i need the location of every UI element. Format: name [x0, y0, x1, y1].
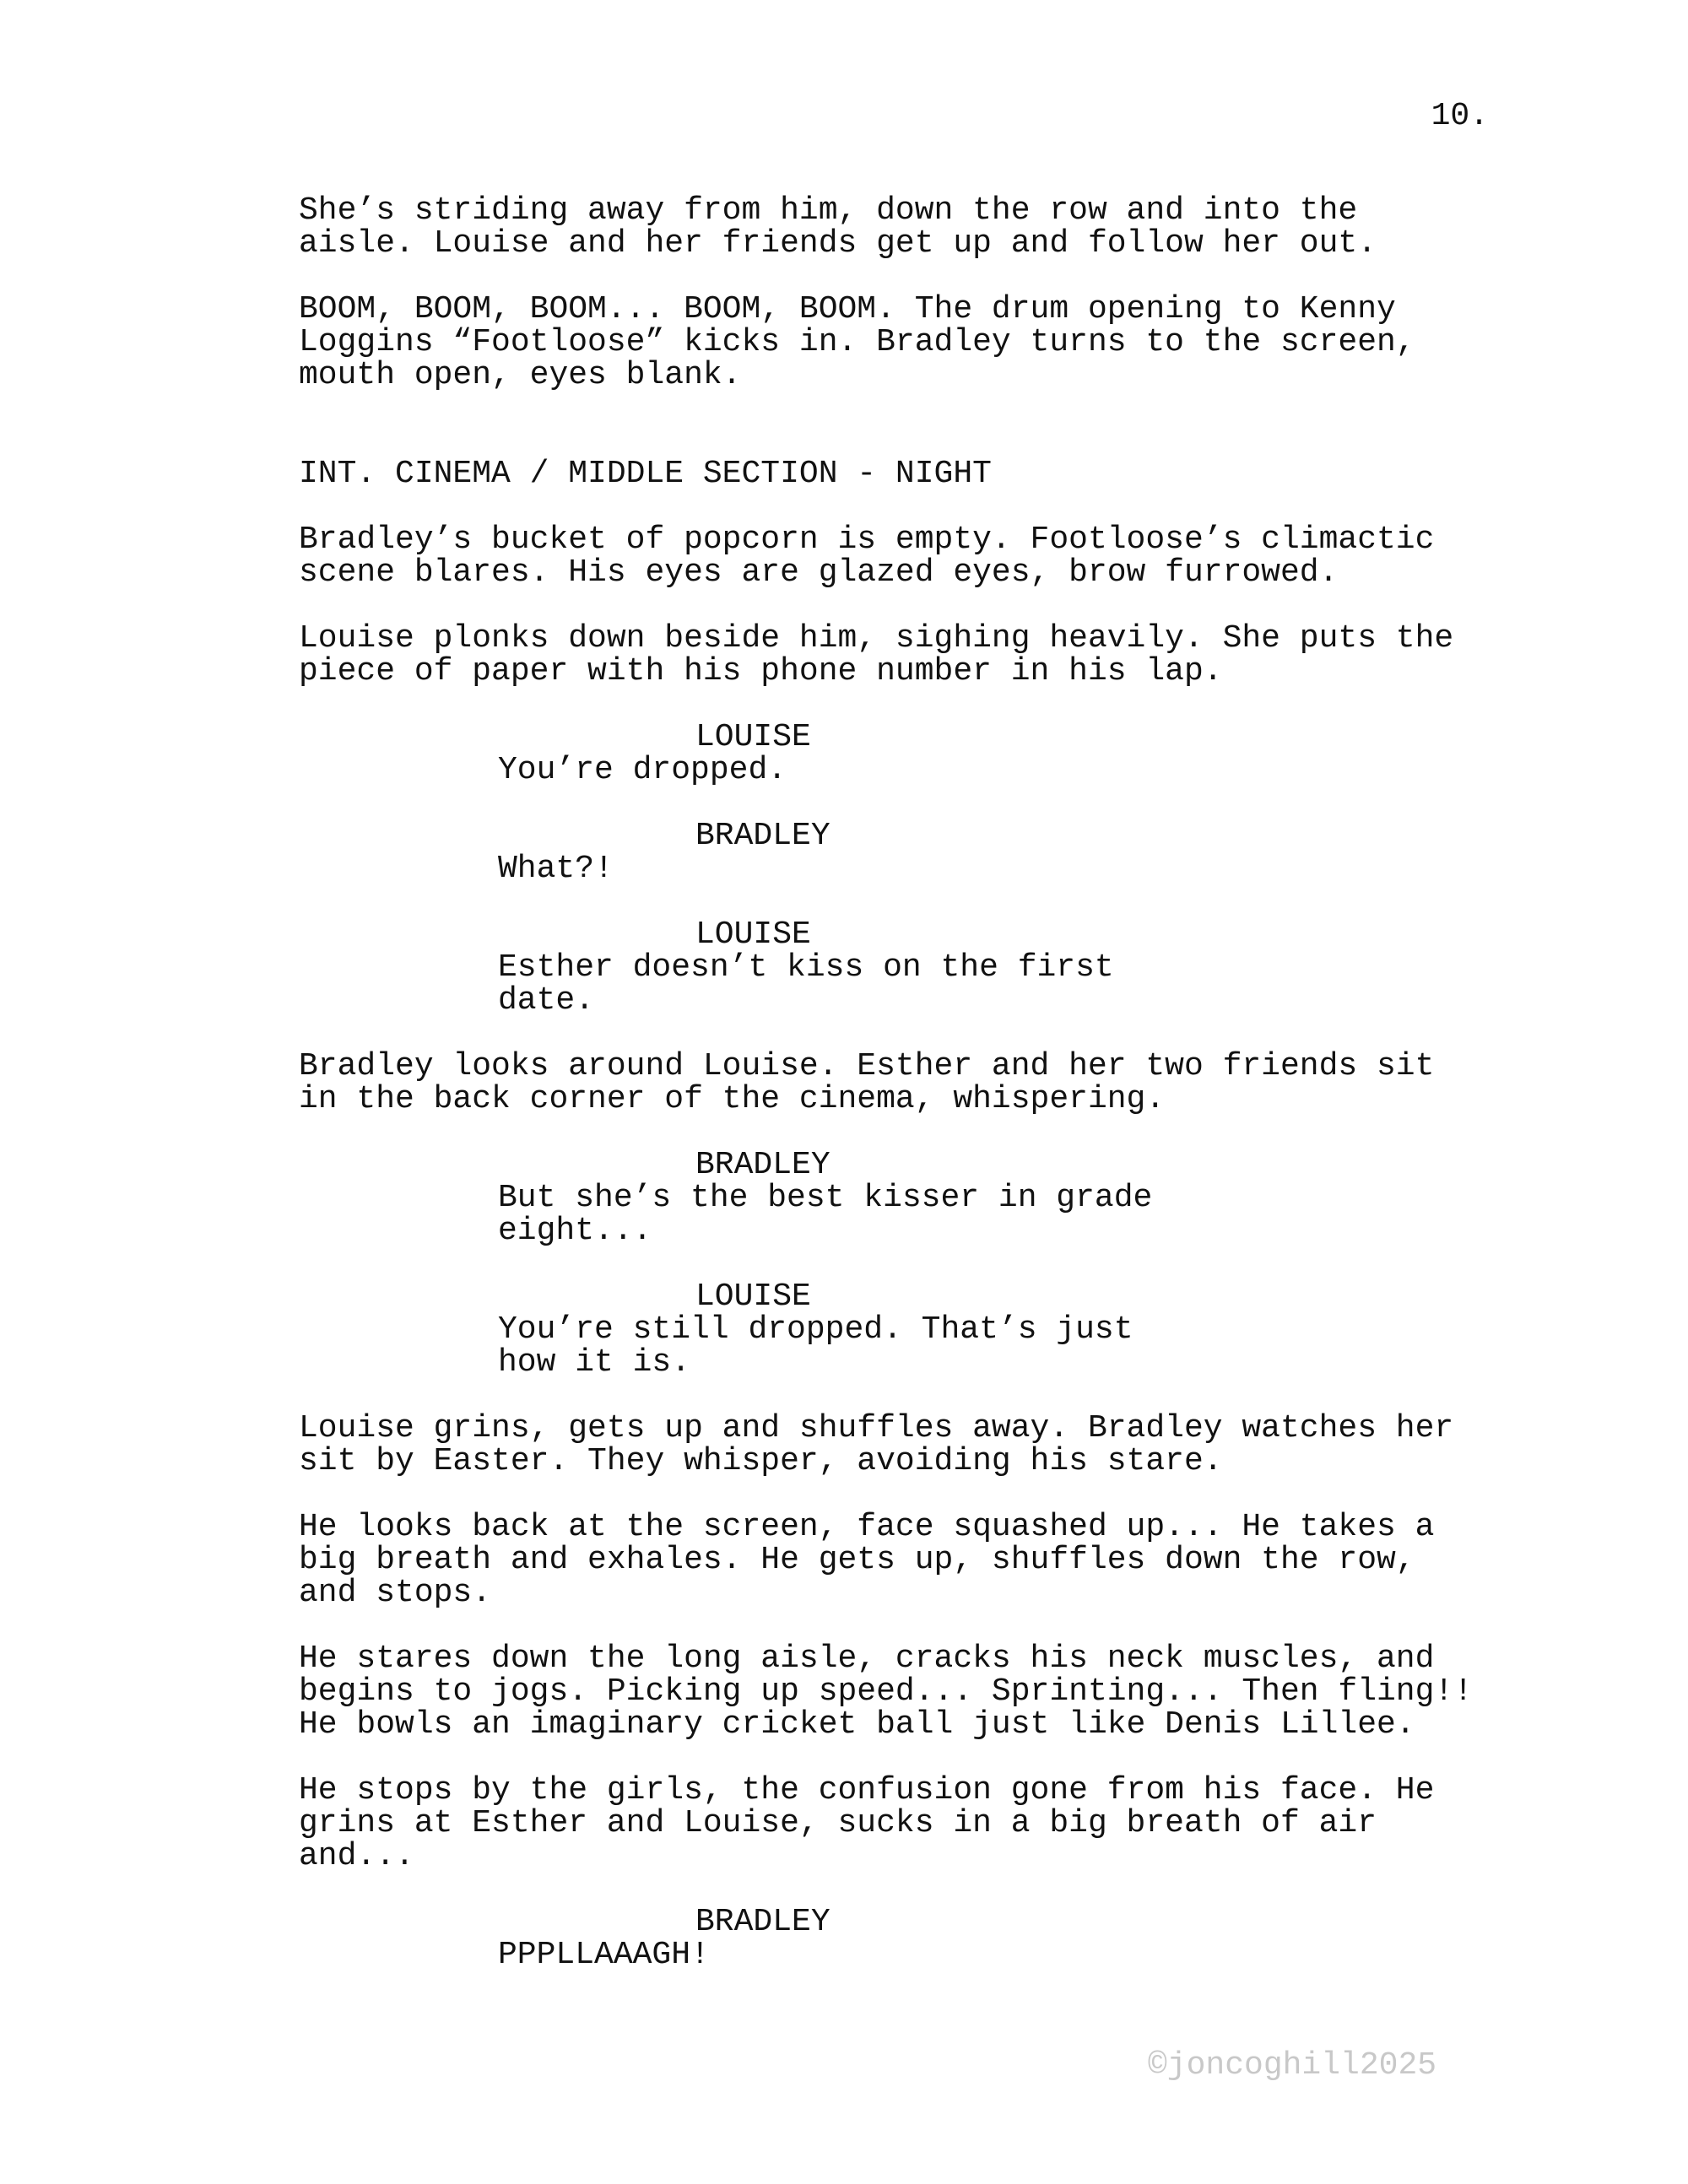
dialogue-block: [299, 918, 1497, 1017]
character-name: LOUISE: [695, 719, 811, 755]
scene-heading: INT. CINEMA / MIDDLE SECTION - NIGHT: [299, 456, 992, 492]
dialogue-line: You’re dropped.: [498, 752, 787, 788]
character-name: LOUISE: [695, 916, 811, 953]
dialogue-line: What?!: [498, 851, 614, 887]
action-paragraph: He looks back at the screen, face squashed up... He takes a big breath and exhales. He gets up, shuffles down the row, and stops.: [299, 1509, 1435, 1611]
action-paragraph: He stops by the girls, the confusion gone from his face. He grins at Esther and Louise, sucks in a big breath of air and...: [299, 1772, 1435, 1874]
dialogue-line: PPPLLAAAGH!: [498, 1937, 710, 1973]
dialogue-block: [299, 1280, 1497, 1379]
action-paragraph: Louise grins, gets up and shuffles away. Bradley watches her sit by Easter. They whisper, avoiding his stare.: [299, 1410, 1454, 1479]
character-name: LOUISE: [695, 1279, 811, 1315]
character-name: BRADLEY: [695, 818, 830, 854]
dialogue-line: Esther doesn’t kiss on the first date.: [498, 949, 1114, 1019]
dialogue-block: [299, 721, 1497, 787]
dialogue-block: [299, 1906, 1497, 1971]
dialogue-block: [299, 1149, 1497, 1247]
action-paragraph: Bradley’s bucket of popcorn is empty. Footloose’s climactic scene blares. His eyes are glazed eyes, brow furrowed.: [299, 522, 1435, 591]
character-name: BRADLEY: [695, 1147, 830, 1183]
dialogue-line: You’re still dropped. That’s just how it is.: [498, 1311, 1133, 1381]
action-paragraph: BOOM, BOOM, BOOM... BOOM, BOOM. The drum opening to Kenny Loggins “Footloose” kicks in. Bradley turns to the screen, mouth open, eyes blank.: [299, 291, 1415, 393]
action-paragraph: Bradley looks around Louise. Esther and her two friends sit in the back corner of the cinema, whispering.: [299, 1048, 1435, 1117]
action-paragraph: He stares down the long aisle, cracks his neck muscles, and begins to jogs. Picking up speed... Sprinting... Then fling!! He bowls an imaginary cricket ball just like Denis Lillee.: [299, 1641, 1474, 1743]
action-paragraph: She’s striding away from him, down the row and into the aisle. Louise and her friends get up and follow her out.: [299, 192, 1377, 262]
page-number: 10.: [1431, 98, 1489, 134]
copyright-watermark: ©joncoghill2025: [1148, 2047, 1437, 2084]
action-paragraph: Louise plonks down beside him, sighing heavily. She puts the piece of paper with his phone number in his lap.: [299, 620, 1454, 689]
character-name: BRADLEY: [695, 1904, 830, 1940]
dialogue-block: [299, 819, 1497, 885]
script-body: [299, 194, 1497, 2004]
dialogue-line: But she’s the best kisser in grade eight...: [498, 1180, 1153, 1249]
